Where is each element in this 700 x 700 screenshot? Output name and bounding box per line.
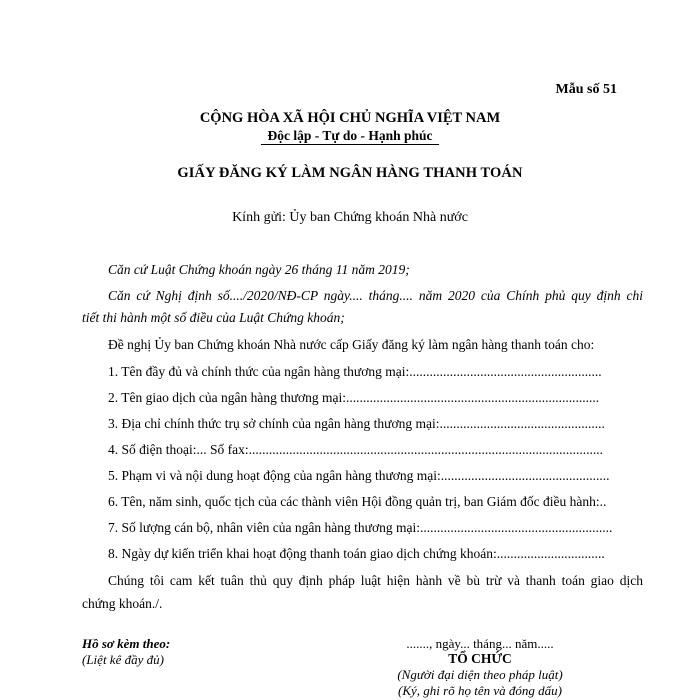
legal-basis-2b: tiết thi hành một số điều của Luật Chứng khoán;: [82, 310, 345, 325]
document-title: GIẤY ĐĂNG KÝ LÀM NGÂN HÀNG THANH TOÁN: [177, 165, 523, 181]
signature-instruction: (Ký, ghi rõ họ tên và đóng dấu): [398, 683, 562, 698]
attachments-note: (Liệt kê đầy đủ): [82, 652, 164, 667]
motto-text: Độc lập - Tự do - Hạnh phúc: [261, 128, 438, 145]
form-item-1: 1. Tên đầy đủ và chính thức của ngân hàng thương mại:.........................................................: [108, 364, 602, 379]
form-item-6: 6. Tên, năm sinh, quốc tịch của các thành viên Hội đồng quản trị, ban Giám đốc điều hành:..: [108, 494, 607, 509]
commitment-line-1: Chúng tôi cam kết tuân thủ quy định pháp luật hiện hành về bù trừ và thanh toán giao dịch: [108, 573, 643, 588]
national-title: CỘNG HÒA XÃ HỘI CHỦ NGHĨA VIỆT NAM: [199, 110, 501, 126]
form-item-3: 3. Địa chỉ chính thức trụ sở chính của ngân hàng thương mại:.................................................: [108, 416, 605, 431]
signature-date: ......., ngày... tháng... năm.....: [406, 636, 554, 651]
signature-representative: (Người đại diện theo pháp luật): [397, 667, 563, 682]
attachments-label: Hồ sơ kèm theo:: [82, 636, 171, 651]
legal-basis-2a: Căn cứ Nghị định số..../2020/NĐ-CP ngày.... tháng.... năm 2020 của Chính phủ quy định chi: [108, 288, 643, 303]
form-item-7: 7. Số lượng cán bộ, nhân viên của ngân hàng thương mại:.........................................................: [108, 520, 613, 535]
form-code: Mẫu số 51: [555, 82, 617, 97]
form-item-5: 5. Phạm vi và nội dung hoạt động của ngân hàng thương mại:..................................................: [108, 468, 610, 483]
form-item-4: 4. Số điện thoại:... Số fax:.........................................................................................................: [108, 442, 603, 457]
recipient-line: Kính gửi: Ủy ban Chứng khoán Nhà nước: [232, 210, 468, 225]
national-motto: [0, 128, 700, 144]
legal-basis-1: Căn cứ Luật Chứng khoán ngày 26 tháng 11 năm 2019;: [108, 262, 410, 277]
form-item-8: 8. Ngày dự kiến triển khai hoạt động thanh toán giao dịch chứng khoán:................................: [108, 546, 605, 561]
signature-org: TỔ CHỨC: [448, 651, 512, 666]
request-line: Đề nghị Ủy ban Chứng khoán Nhà nước cấp Giấy đăng ký làm ngân hàng thanh toán cho:: [108, 337, 595, 352]
commitment-line-2: chứng khoán./.: [82, 596, 163, 611]
form-item-2: 2. Tên giao dịch của ngân hàng thương mại:...........................................................................: [108, 390, 600, 405]
